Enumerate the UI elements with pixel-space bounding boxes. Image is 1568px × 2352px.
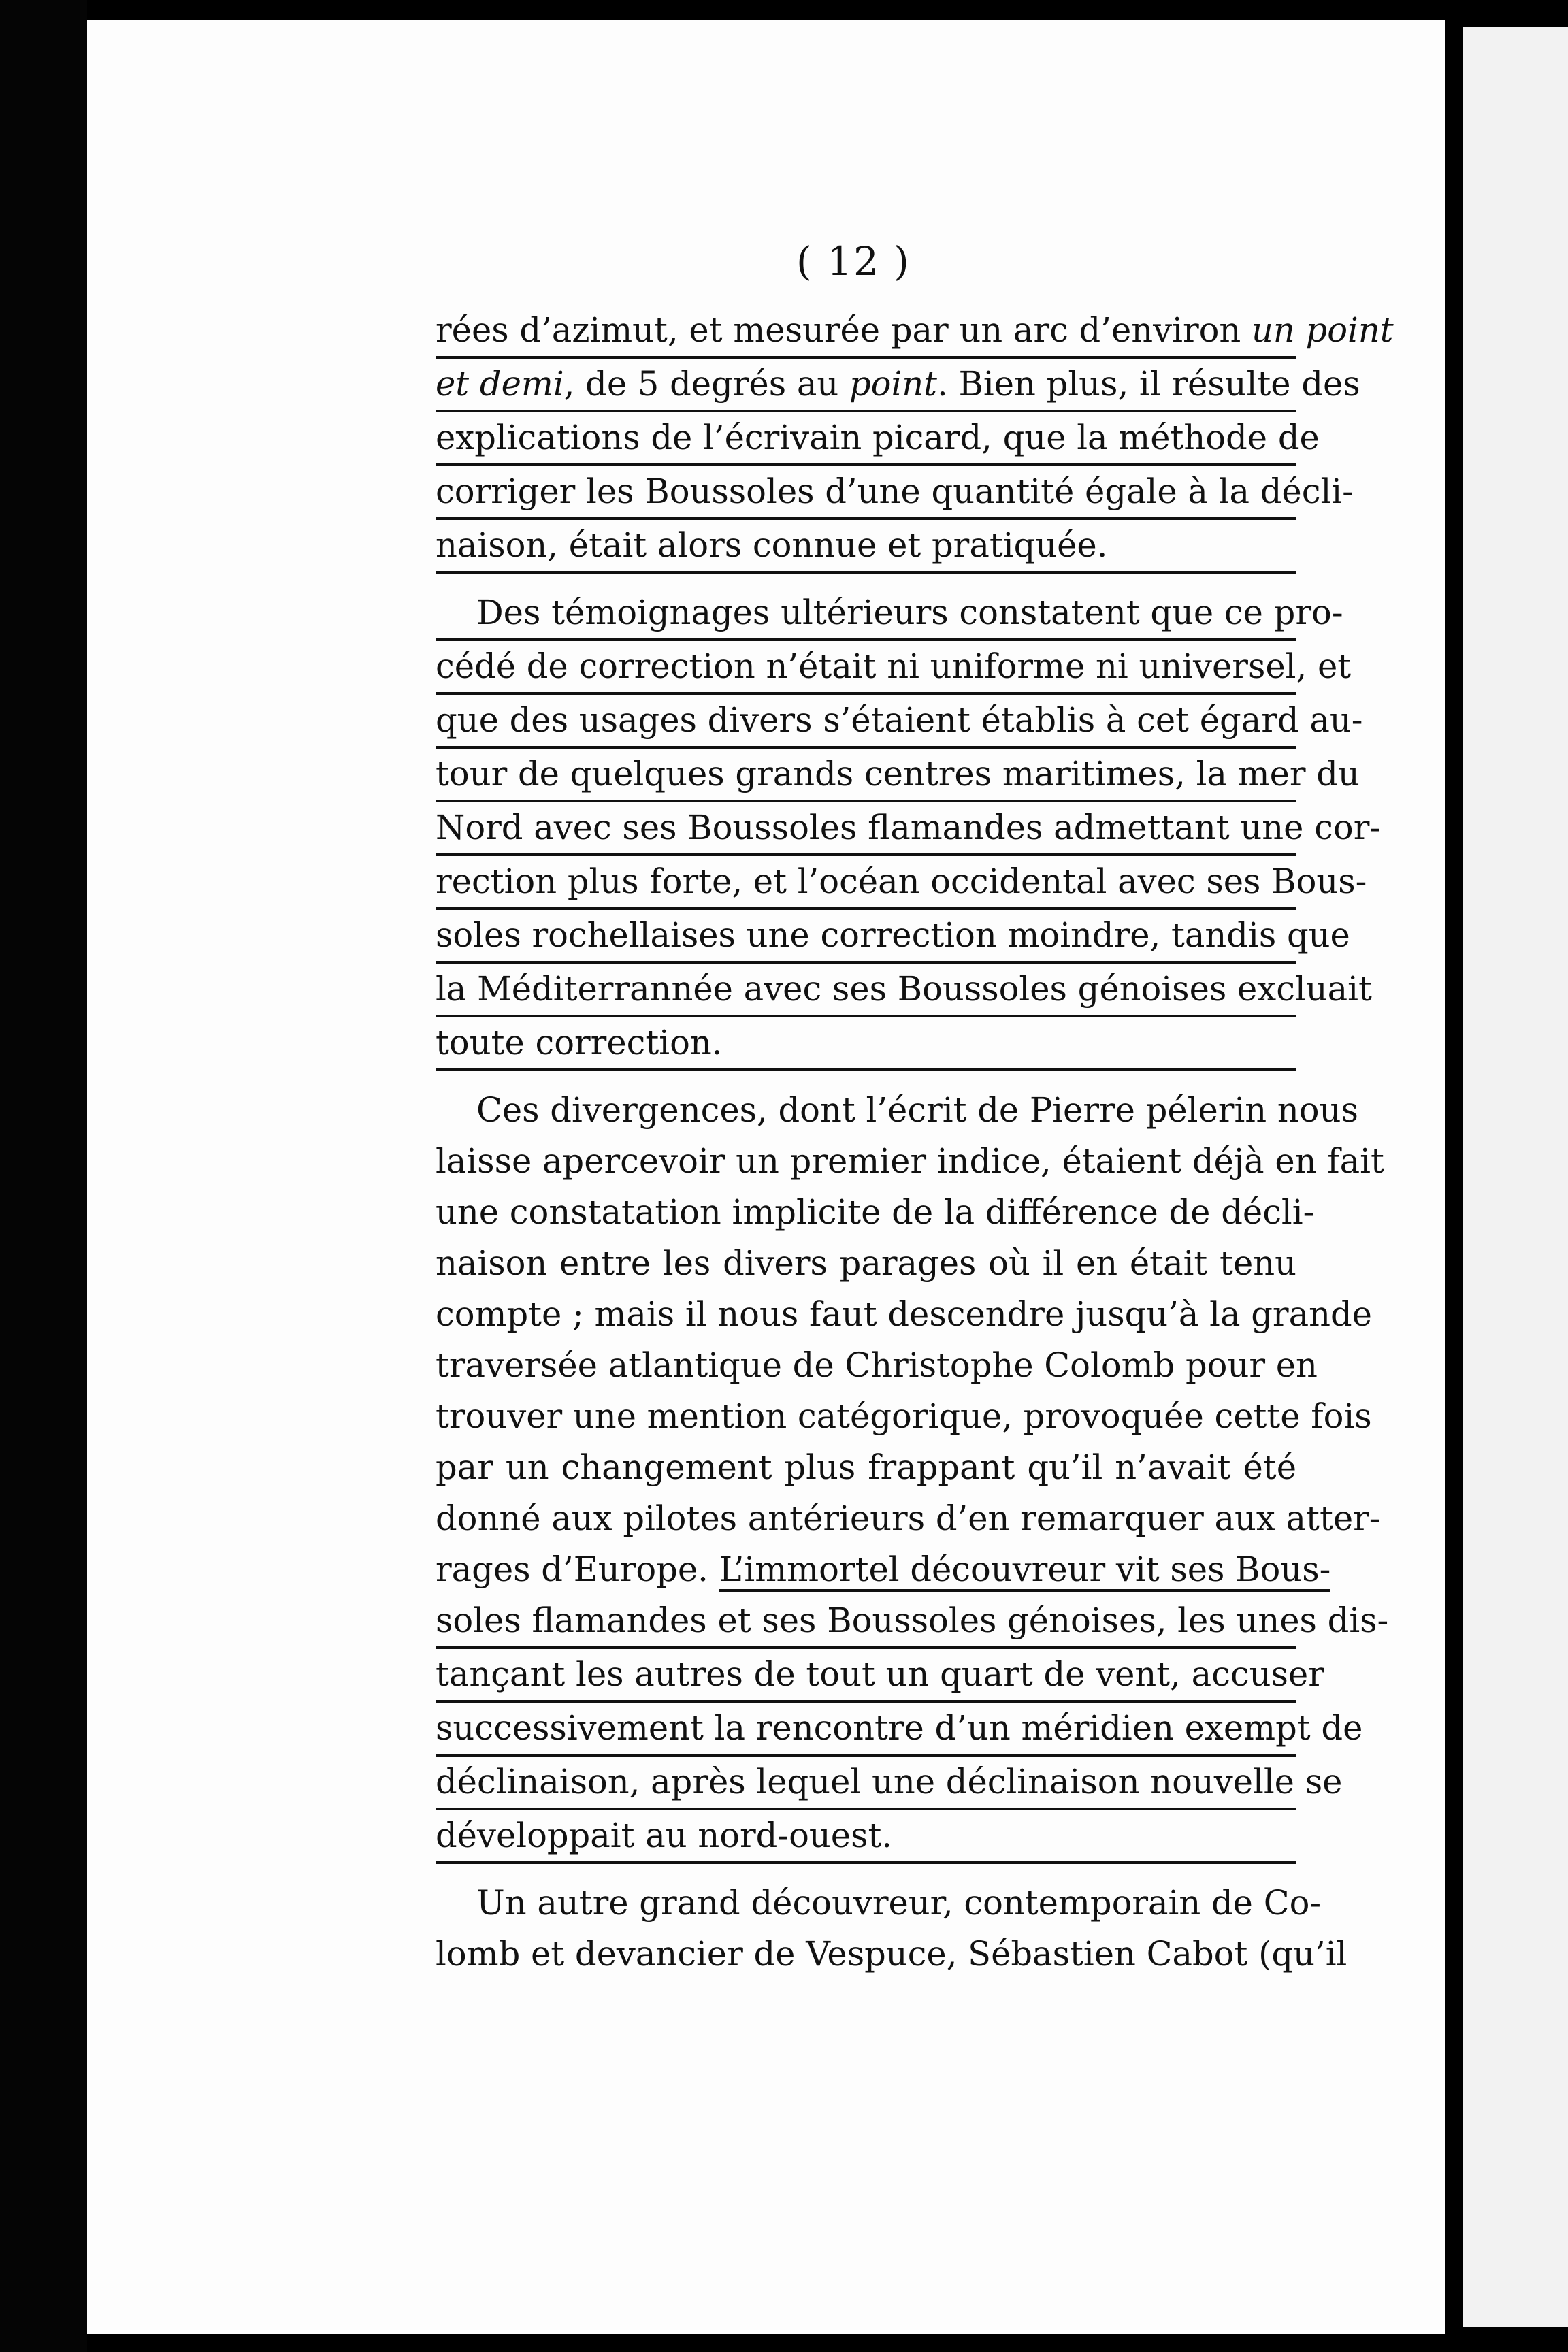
line-text: Ces divergences, dont l’écrit de Pierre pélerin nous xyxy=(476,1090,1358,1130)
line-text: cédé de correction n’était ni uniforme ni universel, et xyxy=(436,647,1352,686)
text-line xyxy=(436,1187,1315,1238)
text-line xyxy=(436,587,1343,641)
text-line xyxy=(436,1085,1358,1136)
text-line xyxy=(436,1017,1296,1071)
line-text: développait au nord-ouest. xyxy=(436,1816,893,1855)
line-text: Des témoignages ultérieurs constatent que ce pro- xyxy=(476,593,1343,632)
line-text: explications de l’écrivain picard, que la méthode de xyxy=(436,418,1320,457)
line-text: corriger les Boussoles d’une quantité égale à la décli- xyxy=(436,472,1354,511)
text-line xyxy=(436,520,1296,574)
text-line xyxy=(436,1289,1372,1340)
line-text: Un autre grand découvreur, contemporain de Co- xyxy=(476,1883,1322,1923)
text-line xyxy=(436,910,1350,964)
text-line xyxy=(436,1136,1384,1187)
line-text: traversée atlantique de Christophe Colomb pour en xyxy=(436,1345,1318,1385)
text-line xyxy=(436,641,1352,695)
text-line xyxy=(436,1595,1389,1649)
text-line xyxy=(436,1757,1343,1810)
line-text: naison entre les divers parages où il en était tenu xyxy=(436,1243,1296,1283)
text-line xyxy=(436,1544,1331,1595)
line-text: rages d’Europe. xyxy=(436,1550,719,1589)
text-line xyxy=(436,466,1354,520)
line-text: laisse apercevoir un premier indice, étaient déjà en fait xyxy=(436,1141,1384,1181)
line-text: soles rochellaises une correction moindre, tandis que xyxy=(436,915,1350,955)
text-line xyxy=(436,1340,1318,1391)
italic-text: un point xyxy=(1252,310,1394,350)
line-text: naison, était alors connue et pratiquée. xyxy=(436,525,1108,565)
text-line xyxy=(436,964,1372,1017)
line-text: rection plus forte, et l’océan occidental avec ses Bous- xyxy=(436,862,1367,901)
line-text: soles flamandes et ses Boussoles génoises, les unes dis- xyxy=(436,1601,1389,1640)
line-text: rées d’azimut, et mesurée par un arc d’environ xyxy=(436,310,1252,350)
line-text: tançant les autres de tout un quart de vent, accuser xyxy=(436,1654,1324,1694)
line-text: . Bien plus, il résulte des xyxy=(937,364,1360,404)
line-text: toute correction. xyxy=(436,1023,723,1062)
line-text: la Méditerrannée avec ses Boussoles génoises excluait xyxy=(436,969,1372,1009)
line-text: déclinaison, après lequel une déclinaison nouvelle se xyxy=(436,1762,1343,1801)
line-text: L’immortel découvreur vit ses Bous- xyxy=(719,1550,1331,1592)
scan-left-border xyxy=(0,0,87,2352)
text-line xyxy=(436,1649,1324,1703)
text-line xyxy=(436,1703,1363,1757)
line-text: Nord avec ses Boussoles flamandes admettant une cor- xyxy=(436,808,1382,847)
body-text xyxy=(436,305,1394,1980)
line-text: trouver une mention catégorique, provoquée cette fois xyxy=(436,1396,1372,1436)
text-line xyxy=(436,1442,1296,1493)
line-text: par un changement plus frappant qu’il n’avait été xyxy=(436,1448,1296,1487)
line-text: donné aux pilotes antérieurs d’en remarquer aux atter- xyxy=(436,1499,1381,1538)
italic-text: point xyxy=(849,364,938,404)
page-number: ( 12 ) xyxy=(796,238,911,284)
text-line xyxy=(436,305,1394,359)
line-text: une constatation implicite de la différence de décli- xyxy=(436,1192,1315,1232)
text-line xyxy=(436,749,1360,802)
text-line xyxy=(436,359,1360,412)
italic-text: et demi xyxy=(436,364,564,404)
text-line xyxy=(436,856,1367,910)
line-text: successivement la rencontre d’un méridien exempt de xyxy=(436,1708,1363,1748)
text-line xyxy=(436,695,1363,749)
facing-page-edge xyxy=(1463,27,1568,2328)
text-line xyxy=(436,1238,1296,1289)
text-line xyxy=(436,1878,1322,1929)
text-line xyxy=(436,1929,1348,1980)
text-line xyxy=(436,1391,1372,1442)
line-text: , de 5 degrés au xyxy=(564,364,849,404)
line-text: que des usages divers s’étaient établis à cet égard au- xyxy=(436,700,1363,740)
line-text: tour de quelques grands centres maritimes, la mer du xyxy=(436,754,1360,794)
text-line xyxy=(436,1493,1381,1544)
line-text: compte ; mais il nous faut descendre jusqu’à la grande xyxy=(436,1294,1372,1334)
text-line xyxy=(436,412,1320,466)
text-line xyxy=(436,802,1382,856)
line-text: lomb et devancier de Vespuce, Sébastien Cabot (qu’il xyxy=(436,1934,1348,1974)
text-line xyxy=(436,1810,1296,1864)
